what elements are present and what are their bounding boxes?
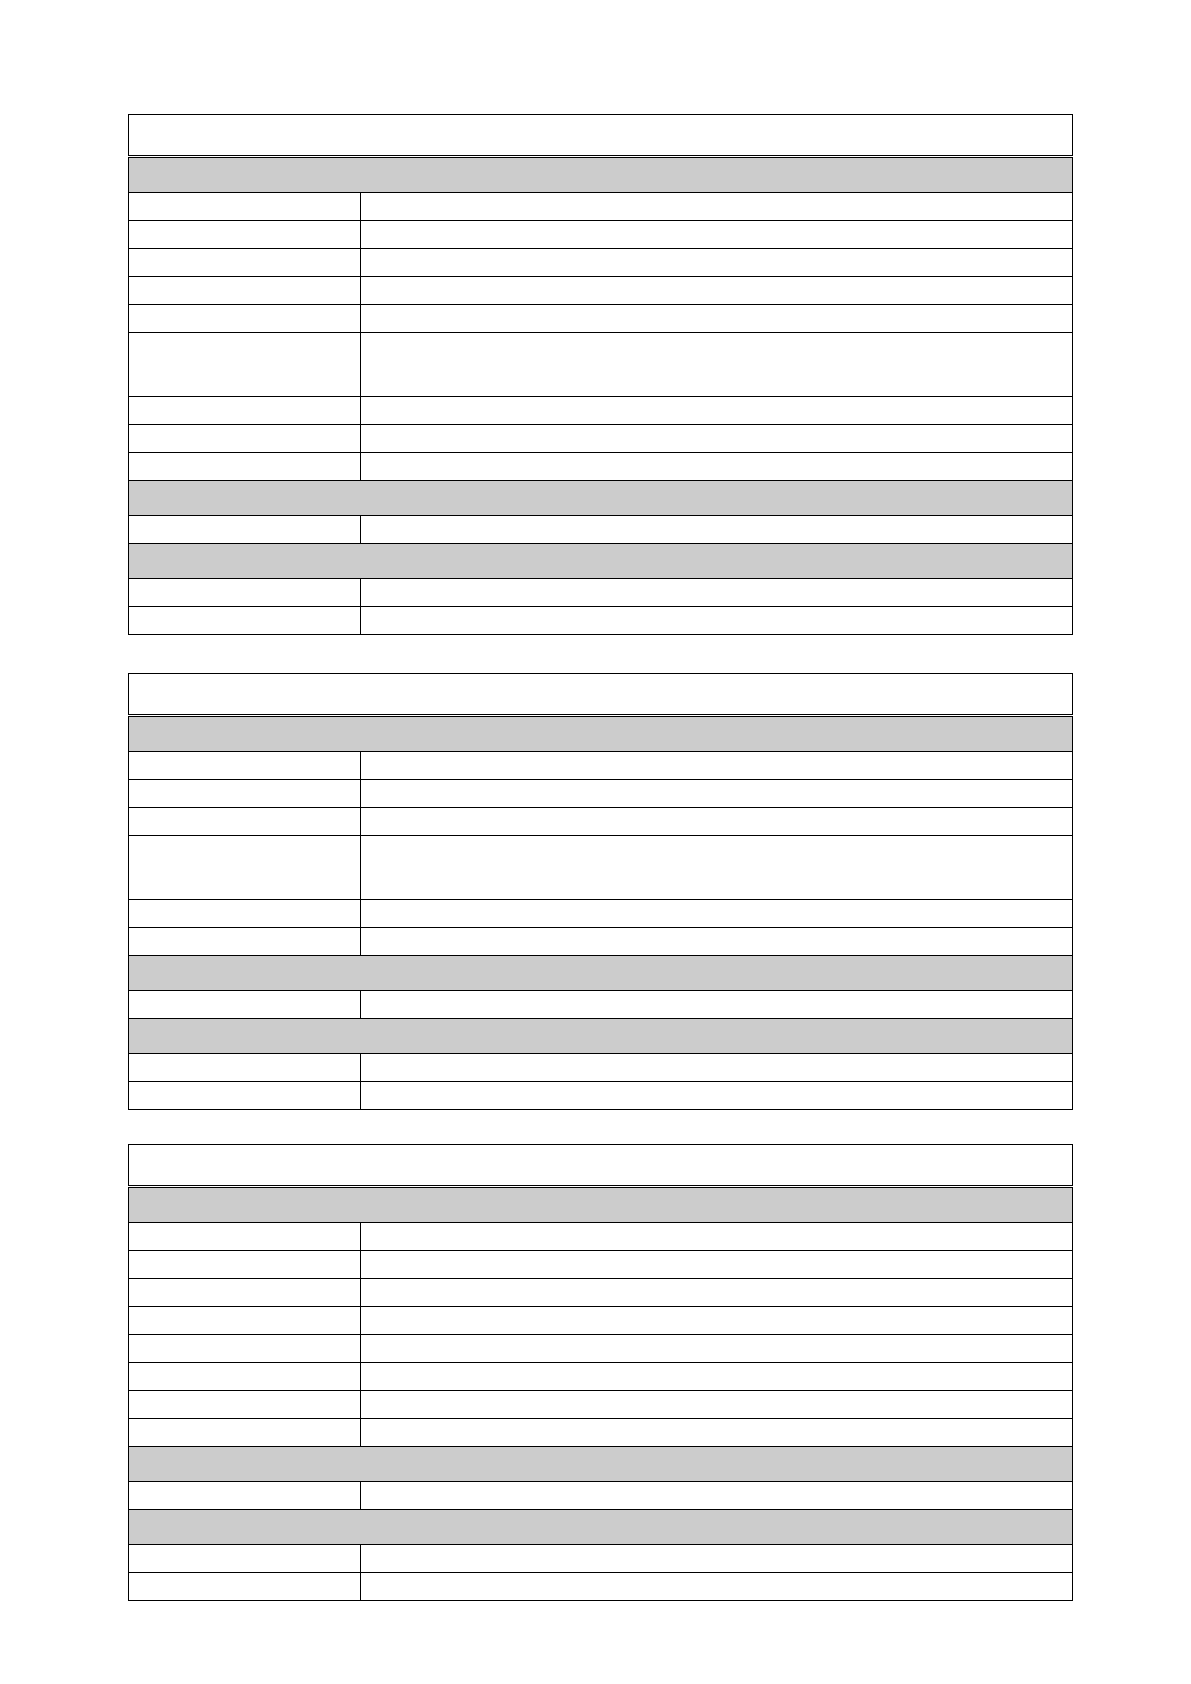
field-row: [129, 808, 1073, 836]
form-table: [128, 1144, 1073, 1601]
field-label: [129, 277, 361, 305]
field-row-multiline: [129, 333, 1073, 397]
field-row-multiline: [129, 836, 1073, 900]
field-label: [129, 1335, 361, 1363]
field-row: [129, 1419, 1073, 1447]
field-label: [129, 1223, 361, 1251]
table-title-row: [129, 674, 1073, 716]
field-label: [129, 221, 361, 249]
section-header-row: [129, 1510, 1073, 1545]
section-header-row: [129, 716, 1073, 752]
section-heading: [129, 1019, 1073, 1054]
table-title: [129, 674, 1073, 716]
field-label: [129, 1279, 361, 1307]
field-value[interactable]: [361, 453, 1073, 481]
section-heading: [129, 956, 1073, 991]
field-label: [129, 397, 361, 425]
section-header-row: [129, 1447, 1073, 1482]
field-row: [129, 780, 1073, 808]
field-label: [129, 607, 361, 635]
field-row: [129, 1279, 1073, 1307]
field-value[interactable]: [361, 193, 1073, 221]
field-value[interactable]: [361, 780, 1073, 808]
field-value[interactable]: [361, 836, 1073, 900]
field-row: [129, 425, 1073, 453]
field-row: [129, 752, 1073, 780]
field-row: [129, 1223, 1073, 1251]
field-value[interactable]: [361, 1545, 1073, 1573]
field-value[interactable]: [361, 305, 1073, 333]
field-value[interactable]: [361, 277, 1073, 305]
table-title: [129, 115, 1073, 157]
field-label: [129, 991, 361, 1019]
section-header-row: [129, 157, 1073, 193]
field-label: [129, 249, 361, 277]
field-value[interactable]: [361, 1307, 1073, 1335]
field-row: [129, 991, 1073, 1019]
field-label: [129, 1307, 361, 1335]
section-header-row: [129, 544, 1073, 579]
field-value[interactable]: [361, 1054, 1073, 1082]
section-heading: [129, 544, 1073, 579]
field-label: [129, 1082, 361, 1110]
field-row: [129, 193, 1073, 221]
field-row: [129, 249, 1073, 277]
table-title-row: [129, 1145, 1073, 1187]
section-header-row: [129, 1019, 1073, 1054]
field-label: [129, 1054, 361, 1082]
field-row: [129, 1307, 1073, 1335]
field-value[interactable]: [361, 579, 1073, 607]
field-label: [129, 1482, 361, 1510]
section-header-row: [129, 1187, 1073, 1223]
field-label: [129, 1545, 361, 1573]
table-title: [129, 1145, 1073, 1187]
field-value[interactable]: [361, 991, 1073, 1019]
field-value[interactable]: [361, 1391, 1073, 1419]
field-label: [129, 836, 361, 900]
field-value[interactable]: [361, 1223, 1073, 1251]
field-label: [129, 1391, 361, 1419]
field-label: [129, 579, 361, 607]
field-row: [129, 1391, 1073, 1419]
field-row: [129, 928, 1073, 956]
section-heading: [129, 157, 1073, 193]
field-value[interactable]: [361, 221, 1073, 249]
field-row: [129, 277, 1073, 305]
field-row: [129, 1082, 1073, 1110]
field-row: [129, 221, 1073, 249]
field-label: [129, 752, 361, 780]
field-row: [129, 607, 1073, 635]
field-value[interactable]: [361, 1082, 1073, 1110]
field-value[interactable]: [361, 516, 1073, 544]
field-value[interactable]: [361, 1335, 1073, 1363]
field-value[interactable]: [361, 928, 1073, 956]
field-label: [129, 193, 361, 221]
field-row: [129, 900, 1073, 928]
section-heading: [129, 1447, 1073, 1482]
section-heading: [129, 1510, 1073, 1545]
field-value[interactable]: [361, 808, 1073, 836]
section-header-row: [129, 956, 1073, 991]
field-label: [129, 516, 361, 544]
field-row: [129, 453, 1073, 481]
field-value[interactable]: [361, 397, 1073, 425]
field-value[interactable]: [361, 1573, 1073, 1601]
field-value[interactable]: [361, 1251, 1073, 1279]
field-row: [129, 1482, 1073, 1510]
section-heading: [129, 481, 1073, 516]
field-label: [129, 900, 361, 928]
form-table: [128, 114, 1073, 635]
field-row: [129, 516, 1073, 544]
field-row: [129, 1251, 1073, 1279]
section-heading: [129, 716, 1073, 752]
table-title-row: [129, 115, 1073, 157]
field-value[interactable]: [361, 333, 1073, 397]
field-row: [129, 579, 1073, 607]
field-label: [129, 425, 361, 453]
field-row: [129, 1363, 1073, 1391]
field-value[interactable]: [361, 1279, 1073, 1307]
field-row: [129, 397, 1073, 425]
field-row: [129, 1054, 1073, 1082]
section-header-row: [129, 481, 1073, 516]
field-value[interactable]: [361, 607, 1073, 635]
field-value[interactable]: [361, 1482, 1073, 1510]
field-label: [129, 333, 361, 397]
field-value[interactable]: [361, 249, 1073, 277]
field-value[interactable]: [361, 900, 1073, 928]
field-label: [129, 1363, 361, 1391]
field-label: [129, 453, 361, 481]
field-row: [129, 1573, 1073, 1601]
field-row: [129, 1335, 1073, 1363]
field-label: [129, 1251, 361, 1279]
field-value[interactable]: [361, 1363, 1073, 1391]
field-label: [129, 1573, 361, 1601]
field-label: [129, 305, 361, 333]
field-row: [129, 305, 1073, 333]
field-row: [129, 1545, 1073, 1573]
field-value[interactable]: [361, 1419, 1073, 1447]
field-value[interactable]: [361, 752, 1073, 780]
field-label: [129, 808, 361, 836]
section-heading: [129, 1187, 1073, 1223]
form-table: [128, 673, 1073, 1110]
field-label: [129, 1419, 361, 1447]
field-label: [129, 928, 361, 956]
field-value[interactable]: [361, 425, 1073, 453]
field-label: [129, 780, 361, 808]
